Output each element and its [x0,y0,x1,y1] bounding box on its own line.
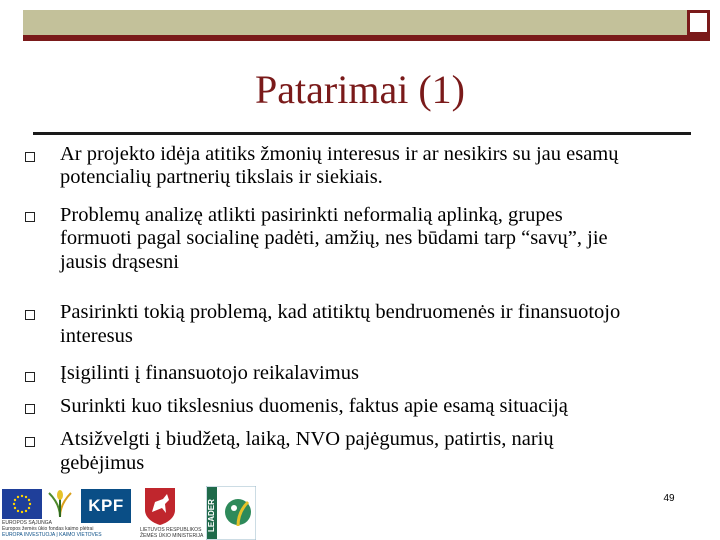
page-number: 49 [663,493,675,504]
kpf-caption: EUROPA INVESTUOJA Į KAIMO VIETOVES [2,532,102,538]
bullet-line: formuoti pagal socialinę padėti, amžių, nes būdami tarp “savų”, jie [60,227,608,249]
bullet-marker [25,212,35,222]
eu-flag-logo [2,489,42,519]
slide-title: Patarimai (1) [255,67,465,112]
bullet-marker [25,404,35,414]
bullet-line: Pasirinkti tokią problemą, kad atitiktų bendruomenės ir finansuotojo [60,301,621,323]
bullet-line: potencialių partnerių tikslais ir siekiais. [60,166,383,188]
bullet-line: Problemų analizę atlikti pasirinkti neformalią aplinką, grupes [60,204,563,226]
bullet-line: gebėjimus [60,452,145,474]
bullet-line: jausis drąsesni [60,251,179,273]
kpf-logo: KPF [81,489,131,523]
leader-text: LEADER [207,499,216,532]
bullet-line: Ar projekto idėja atitiks žmonių interesus ir ar nesikirs su jau esamų [60,143,619,165]
bullet-line: interesus [60,325,133,347]
leader-logo [206,486,256,540]
eu-stars-icon [2,489,42,519]
bullet-marker [25,152,35,162]
bullet-line: Surinkti kuo tikslesnius duomenis, faktus apie esamą situaciją [60,395,568,417]
bullet-marker [25,372,35,382]
ministry-caption-2: ŽEMĖS ŪKIO MINISTERIJA [140,533,204,539]
eu-caption: EUROPOS SĄJUNGA [2,520,53,526]
bullet-marker [25,437,35,447]
bullet-line: Atsižvelgti į biudžetą, laiką, NVO pajėgumus, patirtis, narių [60,428,554,450]
bullet-line: Įsigilinti į finansuotojo reikalavimus [60,362,359,384]
ministry-caption: LIETUVOS RESPUBLIKOS [140,527,202,533]
bullet-marker [25,310,35,320]
eu-caption-2: Europos žemės ūkio fondas kaimo plėtrai [2,526,94,532]
agriculture-fund-logo [45,489,75,519]
coat-of-arms-logo [143,486,177,526]
